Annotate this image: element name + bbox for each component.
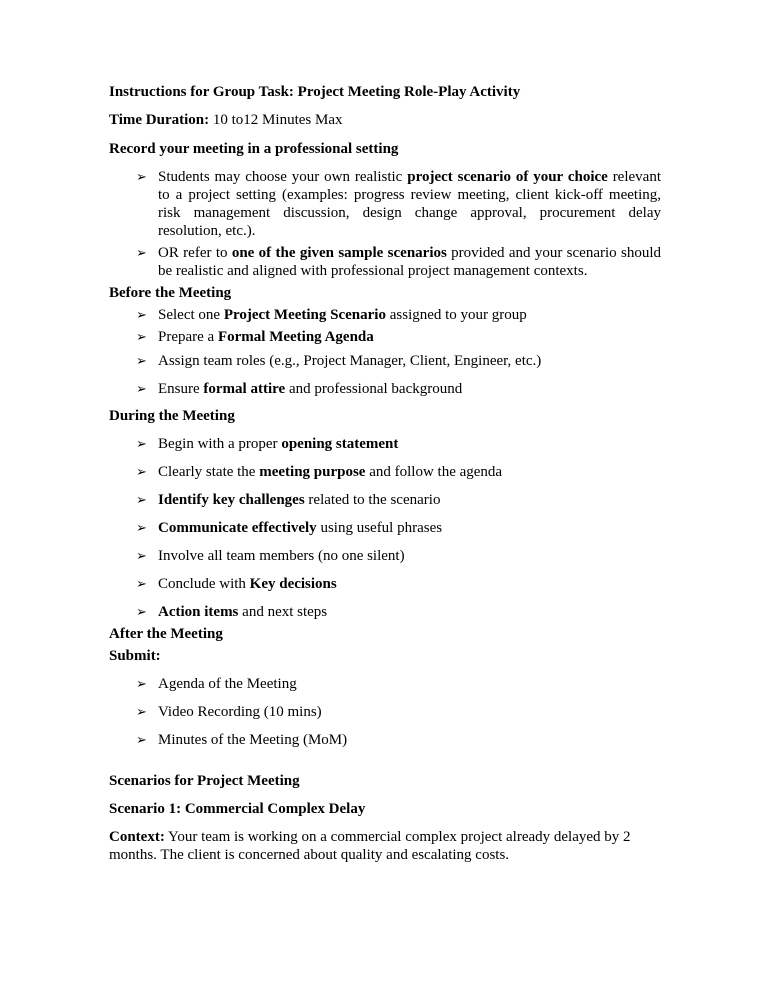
bold-text: project scenario of your choice <box>407 169 608 185</box>
text: related to the scenario <box>304 492 441 508</box>
text: Agenda of the Meeting <box>158 676 297 692</box>
arrow-bullet-icon: ➢ <box>136 307 147 322</box>
submit-heading <box>109 647 661 665</box>
before-meeting-heading <box>109 284 661 302</box>
arrow-bullet-icon: ➢ <box>136 245 147 260</box>
text: Minutes of the Meeting (MoM) <box>158 732 348 748</box>
text: Select one <box>158 307 224 323</box>
text: Involve all team members (no one silent) <box>158 548 405 564</box>
bullet-opening-statement <box>136 435 661 453</box>
document-title <box>109 83 661 101</box>
arrow-bullet-icon: ➢ <box>136 604 147 619</box>
scenario-1-heading <box>109 800 661 818</box>
text: Begin with a proper <box>158 436 282 452</box>
bold-text: Key decisions <box>249 576 337 592</box>
text: and follow the agenda <box>365 464 503 480</box>
during-meeting-heading <box>109 407 661 425</box>
text: Ensure <box>158 381 204 397</box>
text: using useful phrases <box>316 520 443 536</box>
record-heading <box>109 140 661 158</box>
text: relevant to a project setting (examples: progress review meeting, client kick-off meeting, risk management discussion, design change approval, procurement delay resolution, etc.). <box>158 169 661 239</box>
arrow-bullet-icon: ➢ <box>136 676 147 691</box>
text: Prepare a <box>158 329 218 345</box>
bold-text: After the Meeting <box>109 626 223 642</box>
bullet-select-scenario <box>136 306 661 324</box>
bullet-communicate <box>136 519 661 537</box>
text: 10 to12 Minutes Max <box>209 112 343 128</box>
arrow-bullet-icon: ➢ <box>136 169 147 184</box>
scenario-1-context <box>109 828 669 864</box>
arrow-bullet-icon: ➢ <box>136 704 147 719</box>
bold-text: Before the Meeting <box>109 285 232 301</box>
bold-text: During the Meeting <box>109 408 235 424</box>
bullet-formal-attire <box>136 380 661 398</box>
bold-text: meeting purpose <box>259 464 366 480</box>
bullet-involve-members <box>136 547 661 565</box>
text: provided and your scenario should be realistic and aligned with professional project management contexts. <box>158 245 661 279</box>
bullet-agenda <box>136 675 661 693</box>
bullet-action-items <box>136 603 661 621</box>
arrow-bullet-icon: ➢ <box>136 464 147 479</box>
arrow-bullet-icon: ➢ <box>136 492 147 507</box>
bold-text: Instructions for Group Task: Project Meeting Role-Play Activity <box>109 84 521 100</box>
arrow-bullet-icon: ➢ <box>136 436 147 451</box>
bullet-choose-scenario <box>136 168 661 240</box>
bold-text: Time Duration: <box>109 112 210 128</box>
after-meeting-heading <box>109 625 661 643</box>
bold-text: Communicate effectively <box>158 520 317 536</box>
scenarios-heading <box>109 772 661 790</box>
text: Conclude with <box>158 576 250 592</box>
bullet-meeting-purpose <box>136 463 661 481</box>
bullet-prepare-agenda <box>136 328 661 346</box>
bold-text: formal attire <box>203 381 286 397</box>
text: and next steps <box>238 604 328 620</box>
bullet-video <box>136 703 661 721</box>
bullet-minutes <box>136 731 661 749</box>
arrow-bullet-icon: ➢ <box>136 548 147 563</box>
bold-text: Submit: <box>109 648 161 664</box>
bold-text: Record your meeting in a professional setting <box>109 141 399 157</box>
arrow-bullet-icon: ➢ <box>136 732 147 747</box>
bullet-sample-scenario <box>136 244 661 280</box>
arrow-bullet-icon: ➢ <box>136 576 147 591</box>
bold-text: Formal Meeting Agenda <box>217 329 374 345</box>
arrow-bullet-icon: ➢ <box>136 520 147 535</box>
bold-text: one of the given sample scenarios <box>231 245 447 261</box>
bullet-key-challenges <box>136 491 661 509</box>
arrow-bullet-icon: ➢ <box>136 381 147 396</box>
arrow-bullet-icon: ➢ <box>136 353 147 368</box>
bullet-assign-roles <box>136 352 661 370</box>
time-duration <box>109 111 661 129</box>
arrow-bullet-icon: ➢ <box>136 329 147 344</box>
bullet-key-decisions <box>136 575 661 593</box>
bold-text: opening statement <box>281 436 399 452</box>
text: Video Recording (10 mins) <box>158 704 322 720</box>
bold-text: Project Meeting Scenario <box>223 307 386 323</box>
text: OR refer to <box>158 245 232 261</box>
bold-text: Identify key challenges <box>158 492 305 508</box>
text: and professional background <box>285 381 463 397</box>
text: Students may choose your own realistic <box>158 169 408 185</box>
bold-text: Action items <box>158 604 239 620</box>
bold-text: Scenarios for Project Meeting <box>109 773 300 789</box>
text: Clearly state the <box>158 464 260 480</box>
text: assigned to your group <box>385 307 527 323</box>
bold-text: Scenario 1: Commercial Complex Delay <box>109 801 366 817</box>
text: Assign team roles (e.g., Project Manager, Client, Engineer, etc.) <box>158 353 542 369</box>
text: Your team is working on a commercial complex project already delayed by 2 months. The client is concerned about quality and escalating costs. <box>109 829 631 863</box>
bold-text: Context: <box>109 829 165 845</box>
